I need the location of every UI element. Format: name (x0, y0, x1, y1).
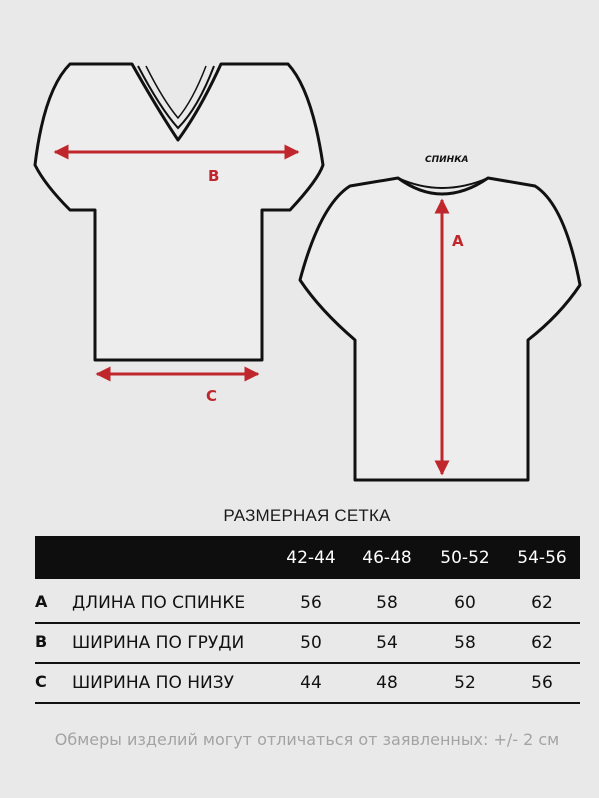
size-header-1: 42-44 (286, 548, 336, 568)
measure-label-a: A (452, 232, 464, 250)
back-view-caption: СПИНКА (425, 155, 469, 165)
row-value: 44 (300, 673, 322, 693)
row-value: 62 (531, 593, 553, 613)
size-header-2: 46-48 (362, 548, 412, 568)
row-letter: A (35, 592, 48, 611)
row-value: 62 (531, 633, 553, 653)
row-name: ДЛИНА ПО СПИНКЕ (72, 593, 246, 613)
row-value: 60 (454, 593, 476, 613)
row-value: 50 (300, 633, 322, 653)
row-letter: B (35, 632, 48, 651)
row-value: 56 (300, 593, 322, 613)
back-view (300, 155, 580, 480)
row-value: 54 (376, 633, 398, 653)
row-value: 48 (376, 673, 398, 693)
row-value: 58 (454, 633, 476, 653)
measure-label-b: B (208, 167, 220, 185)
table-row (35, 662, 580, 704)
back-shirt-outline (300, 178, 580, 480)
row-value: 56 (531, 673, 553, 693)
front-shirt-outline (35, 64, 323, 360)
table-row (35, 622, 580, 664)
table-row (35, 582, 580, 624)
row-letter: C (35, 672, 47, 691)
size-chart-title: РАЗМЕРНАЯ СЕТКА (223, 506, 391, 525)
measure-label-c: C (206, 387, 218, 405)
size-chart-header (35, 536, 580, 579)
size-header-3: 50-52 (440, 548, 490, 568)
row-name: ШИРИНА ПО НИЗУ (72, 673, 235, 693)
row-value: 52 (454, 673, 476, 693)
measurement-tolerance-note: Обмеры изделий могут отличаться от заявленных: +/- 2 см (54, 730, 560, 749)
front-view (35, 64, 323, 405)
row-value: 58 (376, 593, 398, 613)
size-header-4: 54-56 (517, 548, 567, 568)
row-name: ШИРИНА ПО ГРУДИ (72, 633, 245, 653)
